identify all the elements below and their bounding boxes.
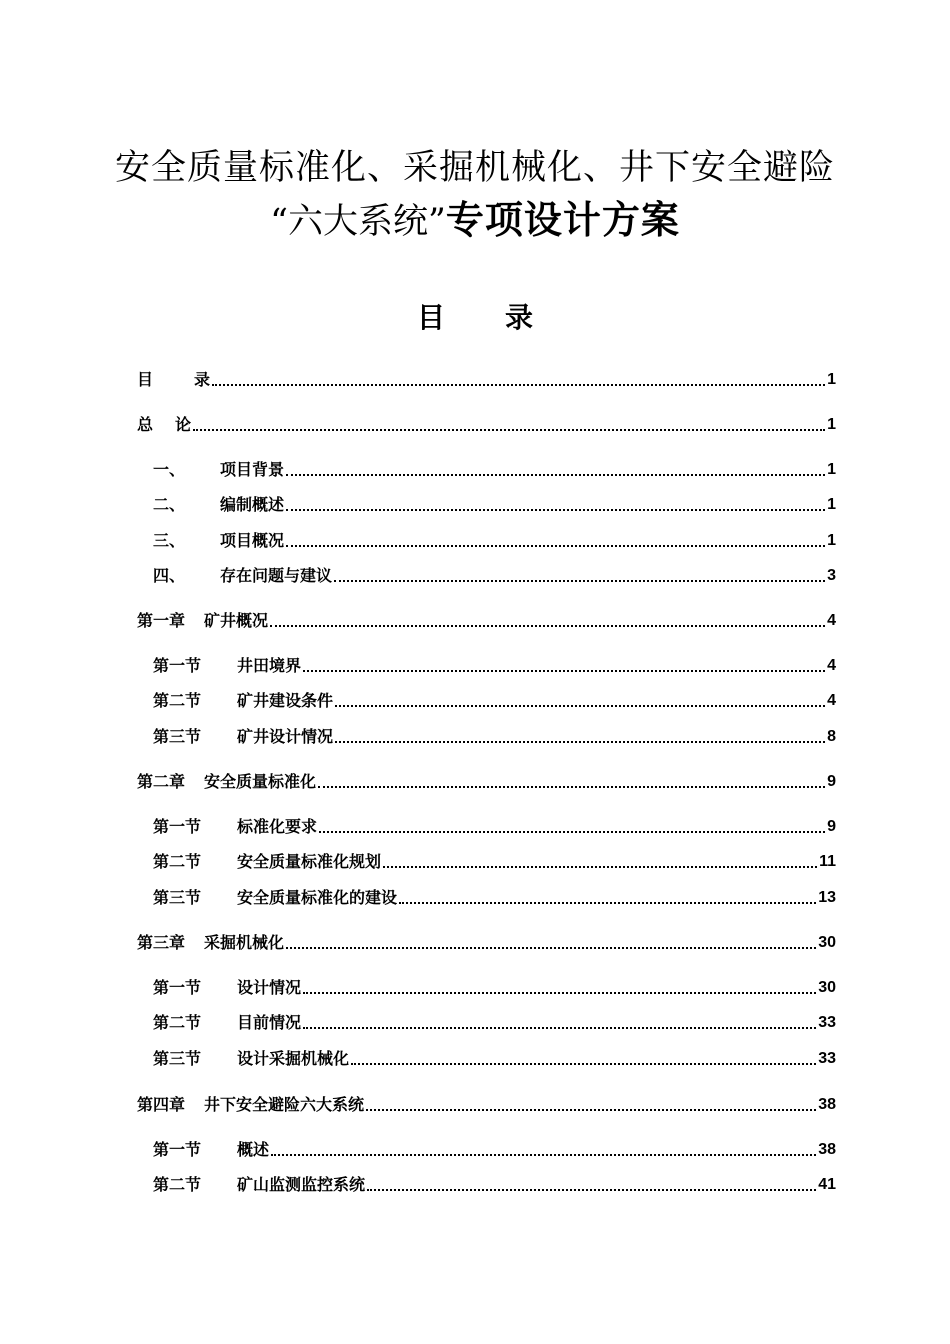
toc-entry-page: 41 [818,1176,836,1193]
toc-entry-number: 第二节 [153,852,202,871]
toc-entry-page: 30 [818,934,836,951]
toc-entry-page: 4 [827,657,836,674]
toc-entry-label: 标准化要求 [237,817,318,836]
toc-entry-page: 8 [827,728,836,745]
toc-entry-page: 1 [827,461,836,478]
toc-entry-page: 33 [818,1014,836,1031]
title-quoted-part: “六大系统” [270,202,446,242]
toc-leader-dots [270,625,825,627]
toc-entry[interactable] [153,1048,836,1070]
toc-entry[interactable] [153,1174,836,1196]
toc-entry-number: 三、 [153,531,186,550]
toc-entry-label: 矿井设计情况 [237,727,334,746]
toc-heading [0,298,950,338]
toc-entry-number: 第四章 [137,1095,186,1114]
toc-entry-number: 第三章 [137,933,186,952]
toc-entry-page: 13 [818,889,836,906]
toc-entry-number: 第二节 [153,691,202,710]
toc-entry-page: 33 [818,1050,836,1067]
toc-leader-dots [303,992,816,994]
toc-entry-number: 第三节 [153,888,202,907]
toc-leader-dots [318,786,825,788]
toc-leader-dots [335,705,825,707]
toc-entry[interactable] [153,887,836,909]
toc-leader-dots [351,1063,816,1065]
toc-leader-dots [383,866,817,868]
toc-entry[interactable] [153,530,836,552]
toc-leader-dots [212,384,825,386]
toc-leader-dots [286,474,825,476]
toc-entry-number: 第二章 [137,772,186,791]
toc-entry-label: 论 [175,415,192,434]
toc-entry-label: 目前情况 [237,1013,302,1032]
toc-entry-number: 第一节 [153,1140,202,1159]
toc-entry[interactable] [153,816,836,838]
toc-entry[interactable] [153,726,836,748]
toc-entry[interactable] [153,851,836,873]
toc-entry-label: 设计情况 [237,978,302,997]
toc-entry-page: 3 [827,567,836,584]
toc-entry-label: 矿井概况 [204,611,269,630]
document-title-line2 [0,196,950,246]
toc-leader-dots [319,831,825,833]
document-title-line1: 安全质量标准化、采掘机械化、井下安全避险 [114,148,835,188]
toc-entry-number: 二、 [153,495,186,514]
toc-entry-label: 项目背景 [220,460,285,479]
toc-entry[interactable] [153,565,836,587]
toc-entry-page: 4 [827,612,836,629]
toc-entry-number: 第三节 [153,1049,202,1068]
toc-leader-dots [286,947,816,949]
toc-entry-number: 总 [137,415,154,434]
toc-entry-page: 1 [827,371,836,388]
toc-leader-dots [271,1154,816,1156]
toc-entry-number: 四、 [153,566,186,585]
toc-entry-label: 安全质量标准化规划 [237,852,382,871]
toc-leader-dots [335,741,825,743]
toc-entry[interactable] [137,369,836,391]
toc-entry[interactable] [153,690,836,712]
toc-heading-left: 目 [416,301,445,334]
toc-entry-label: 井田境界 [237,656,302,675]
toc-entry[interactable] [153,1012,836,1034]
toc-leader-dots [399,902,816,904]
toc-entry-page: 9 [827,818,836,835]
toc-entry-label: 概述 [237,1140,270,1159]
toc-entry[interactable] [137,771,836,793]
toc-entry-page: 30 [818,979,836,996]
title-bold-part: 专项设计方案 [445,198,680,242]
toc-entry-label: 矿山监测监控系统 [237,1175,366,1194]
toc-leader-dots [303,670,825,672]
toc-entry[interactable] [137,1094,836,1116]
toc-leader-dots [193,429,825,431]
toc-entry-page: 4 [827,692,836,709]
toc-entry-number: 一、 [153,460,186,479]
toc-entry-label: 存在问题与建议 [220,566,333,585]
toc-entry-number: 第二节 [153,1175,202,1194]
toc-heading-right: 录 [505,301,534,334]
toc-leader-dots [303,1027,816,1029]
toc-entry[interactable] [137,610,836,632]
toc-entry-label: 编制概述 [220,495,285,514]
toc-entry-label: 采掘机械化 [204,933,285,952]
toc-entry-page: 1 [827,532,836,549]
toc-entry-label: 矿井建设条件 [237,691,334,710]
toc-entry-number: 目 [137,370,154,389]
toc-entry-page: 1 [827,416,836,433]
toc-entry-label: 项目概况 [220,531,285,550]
toc-leader-dots [286,509,825,511]
toc-entry[interactable] [137,414,836,436]
toc-entry-number: 第一章 [137,611,186,630]
toc-entry-number: 第一节 [153,656,202,675]
toc-entry[interactable] [153,1139,836,1161]
toc-entry-page: 38 [818,1096,836,1113]
toc-leader-dots [366,1109,816,1111]
toc-leader-dots [367,1189,816,1191]
toc-entry-number: 第一节 [153,817,202,836]
toc-entry-label: 设计采掘机械化 [237,1049,350,1068]
toc-entry-page: 1 [827,496,836,513]
toc-entry-label: 井下安全避险六大系统 [204,1095,365,1114]
toc-entry-page: 9 [827,773,836,790]
toc-entry[interactable] [153,459,836,481]
toc-entry-number: 第二节 [153,1013,202,1032]
toc-entry-page: 11 [819,853,836,870]
toc-entry[interactable] [153,655,836,677]
toc-entry-number: 第一节 [153,978,202,997]
toc-entry[interactable] [137,932,836,954]
toc-entry[interactable] [153,977,836,999]
toc-entry-label: 录 [194,370,211,389]
toc-entry-label: 安全质量标准化的建设 [237,888,398,907]
toc-entry-page: 38 [818,1141,836,1158]
toc-leader-dots [286,545,825,547]
toc-leader-dots [334,580,825,582]
toc-entry-label: 安全质量标准化 [204,772,317,791]
toc-entry-number: 第三节 [153,727,202,746]
toc-entry[interactable] [153,494,836,516]
